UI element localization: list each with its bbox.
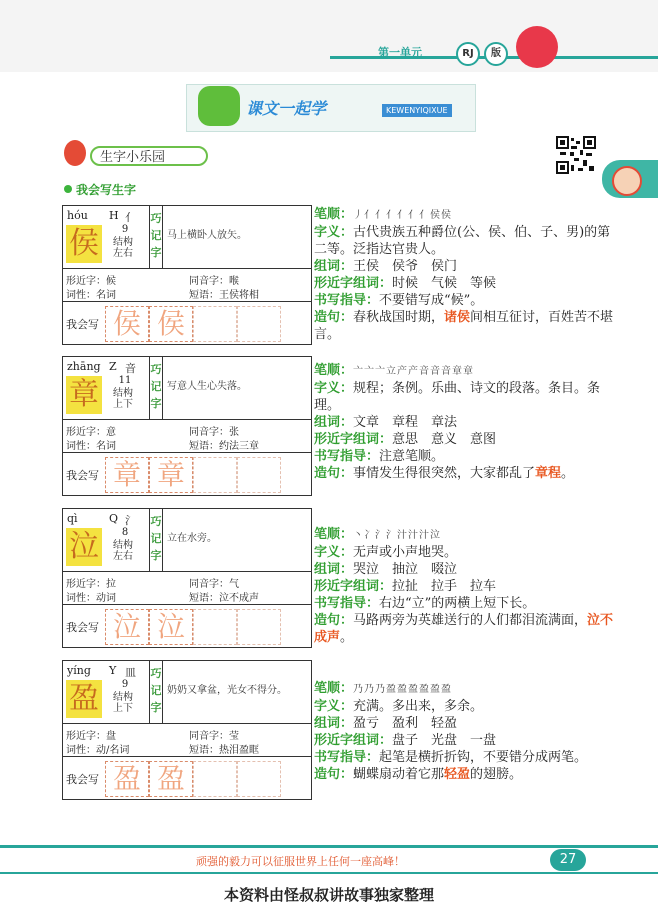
stroke-order-label: 笔顺： [314, 681, 354, 696]
similar-char [66, 727, 116, 742]
mnemonic-label: 巧记字 [149, 661, 163, 723]
stroke-order: 丿亻亻亻亻亻亻侯侯 [353, 210, 453, 221]
bullet-icon [64, 185, 72, 193]
homophone [189, 423, 239, 438]
pos-label: 词性： [66, 745, 96, 756]
writing-guide-label: 书写指导： [314, 596, 380, 611]
sentence-label: 造句： [314, 466, 354, 481]
meaning-label: 字义： [314, 699, 354, 714]
character-box: 泣 [66, 528, 102, 566]
practice-grid[interactable] [193, 609, 237, 645]
pos-label: 词性： [66, 593, 96, 604]
structure-label: 结构 [113, 540, 133, 551]
stroke-count: 8 [121, 527, 129, 538]
char-card [62, 205, 312, 345]
practice-box: 泣 [105, 609, 149, 645]
similar-words-label: 形近字组词： [314, 276, 393, 291]
structure-block [113, 692, 133, 714]
phrase-label: 短语： [189, 290, 219, 301]
structure-block [113, 237, 133, 259]
sentence-post: 间相互征讨，百姓苦不堪言。 [314, 310, 614, 342]
practice-box: 盈 [105, 761, 149, 797]
phrase-value: 约法三章 [219, 441, 259, 452]
pinyin: zhāng [67, 360, 101, 373]
capital-letter: H [109, 209, 119, 222]
practice-label: 我会写 [66, 469, 99, 482]
practice-box: 盈 [149, 761, 193, 797]
footer-divider [0, 872, 658, 874]
practice-label: 我会写 [66, 318, 99, 331]
char-card [62, 356, 312, 496]
credit-line: 本资料由怪叔叔讲故事独家整理 [223, 886, 434, 904]
mnemonic-label: 巧记字 [149, 357, 163, 419]
structure-value: 上下 [113, 399, 133, 410]
edition-badge-ban: 版 [484, 42, 508, 66]
pos-label: 词性： [66, 441, 96, 452]
stroke-count: 9 [121, 224, 129, 235]
homophone-label: 同音字： [189, 276, 229, 287]
meaning-text: 充满。多出来，多余。 [353, 699, 484, 714]
unit-label: 第一单元 [378, 46, 422, 59]
practice-grid[interactable] [237, 761, 281, 797]
part-of-speech [66, 286, 116, 301]
capital-letter: Y [109, 664, 117, 677]
meaning-label: 字义： [314, 225, 354, 240]
sentence-post: 。 [340, 630, 354, 645]
capital-letter: Z [109, 360, 117, 373]
pos-value: 动/名词 [96, 745, 130, 756]
meaning-label: 字义： [314, 545, 354, 560]
words-text: 王侯 侯爷 侯门 [353, 259, 458, 274]
structure-value: 上下 [113, 703, 133, 714]
practice-box: 章 [149, 457, 193, 493]
practice-grid[interactable] [237, 457, 281, 493]
char-notes [314, 526, 614, 646]
sentence-label: 造句： [314, 613, 354, 628]
capital-letter: Q [109, 512, 119, 525]
meaning-text: 无声或小声地哭。 [353, 545, 458, 560]
sentence-pre: 马路两旁为英雄送行的人们都泪流满面， [353, 613, 588, 628]
phrase-label: 短语： [189, 745, 219, 756]
sentence-highlight: 泣不成声 [314, 613, 614, 645]
practice-box: 章 [105, 457, 149, 493]
char-card [62, 508, 312, 648]
homophone [189, 272, 239, 287]
phrase [189, 286, 259, 301]
phrase [189, 589, 259, 604]
subsection-title: 我会写生字 [76, 183, 137, 197]
structure-label: 结构 [113, 692, 133, 703]
banner-subtitle: KEWENYIQIXUE [382, 104, 452, 117]
writing-guide-label: 书写指导： [314, 293, 380, 308]
character-box: 章 [66, 376, 102, 414]
practice-grid[interactable] [193, 761, 237, 797]
sentence-highlight: 章程 [535, 466, 562, 481]
radical: 亻 [125, 211, 136, 224]
similar-words-text: 时候 气候 等候 [392, 276, 497, 291]
radical: 音 [125, 362, 136, 375]
sentence-label: 造句： [314, 767, 354, 782]
stroke-order: 亠亠亠立产产音音音章章 [353, 366, 475, 377]
character-box: 侯 [66, 225, 102, 263]
sentence-highlight: 轻盈 [444, 767, 471, 782]
practice-grid[interactable] [193, 306, 237, 342]
practice-label: 我会写 [66, 621, 99, 634]
writing-guide-label: 书写指导： [314, 449, 380, 464]
practice-grid[interactable] [237, 306, 281, 342]
char-notes [314, 206, 614, 343]
char-notes [314, 680, 614, 783]
pinyin: hóu [67, 209, 88, 222]
meaning-text: 规程；条例。乐曲、诗文的段落。条目。条理。 [314, 381, 601, 413]
writing-guide-label: 书写指导： [314, 750, 380, 765]
structure-block [113, 540, 133, 562]
part-of-speech [66, 589, 116, 604]
phrase-value: 热泪盈眶 [219, 745, 259, 756]
similar-words-label: 形近字组词： [314, 432, 393, 447]
pos-label: 词性： [66, 290, 96, 301]
stroke-order-label: 笔顺： [314, 207, 354, 222]
radical: 氵 [125, 514, 136, 527]
homophone [189, 575, 239, 590]
stroke-order: 乃乃乃盈盈盈盈盈盈 [353, 684, 453, 695]
practice-box: 侯 [149, 306, 193, 342]
header-background [0, 0, 658, 72]
similar-words-text: 盘子 光盘 一盘 [392, 733, 497, 748]
similar-char [66, 575, 116, 590]
similar-words-label: 形近字组词： [314, 733, 393, 748]
sentence-post: 。 [561, 466, 575, 481]
sentence-post: 的翅膀。 [470, 767, 523, 782]
qr-code-icon[interactable] [556, 136, 596, 174]
homophone-label: 同音字： [189, 579, 229, 590]
part-of-speech [66, 741, 129, 756]
similar-char [66, 423, 116, 438]
similar-words-text: 意思 意义 意图 [392, 432, 497, 447]
mnemonic-text: 立在水旁。 [167, 533, 217, 544]
monster-mascot-icon [198, 86, 240, 126]
words-text: 文章 章程 章法 [353, 415, 458, 430]
mnemonic-label: 巧记字 [149, 509, 163, 571]
writing-guide-text: 起笔是横折折钩，不要错分成两笔。 [379, 750, 588, 765]
mnemonic-text: 奶奶又拿盆，光女不得分。 [167, 685, 287, 696]
similar-char [66, 272, 116, 287]
structure-value: 左右 [113, 248, 133, 259]
words-label: 组词： [314, 716, 354, 731]
stroke-order-label: 笔顺： [314, 527, 354, 542]
homophone-value: 莹 [229, 731, 239, 742]
mnemonic-label: 巧记字 [149, 206, 163, 268]
footer-divider [0, 845, 658, 848]
footer-motto: 顽强的毅力可以征服世界上任何一座高峰！ [196, 855, 405, 868]
meaning-label: 字义： [314, 381, 354, 396]
similar-value: 拉 [106, 579, 116, 590]
char-notes [314, 362, 614, 482]
pos-value: 名词 [96, 290, 116, 301]
structure-value: 左右 [113, 551, 133, 562]
homophone-value: 气 [229, 579, 239, 590]
phrase [189, 437, 259, 452]
mascot-icon [516, 26, 558, 68]
similar-words-text: 拉扯 拉手 拉车 [392, 579, 497, 594]
homophone-label: 同音字： [189, 427, 229, 438]
homophone-label: 同音字： [189, 731, 229, 742]
part-of-speech [66, 437, 116, 452]
pos-value: 名词 [96, 441, 116, 452]
pinyin: qì [67, 512, 78, 525]
similar-words-label: 形近字组词： [314, 579, 393, 594]
similar-label: 形近字： [66, 276, 106, 287]
banner-title: 课文一起学 [246, 99, 327, 118]
meaning-text: 古代贵族五种爵位(公、侯、伯、子、男)的第二等。泛指达官贵人。 [314, 225, 611, 257]
writing-guide-text: 右边“立”的两横上短下长。 [379, 596, 536, 611]
mnemonic-text: 写意人生心失落。 [167, 381, 247, 392]
structure-block [113, 388, 133, 410]
sentence-pre: 蝴蝶扇动着它那 [353, 767, 445, 782]
similar-value: 意 [106, 427, 116, 438]
practice-label: 我会写 [66, 773, 99, 786]
words-label: 组词： [314, 259, 354, 274]
similar-label: 形近字： [66, 579, 106, 590]
structure-label: 结构 [113, 388, 133, 399]
character-box: 盈 [66, 680, 102, 718]
char-card [62, 660, 312, 800]
similar-value: 盘 [106, 731, 116, 742]
mnemonic-text: 马上横卧人放矢。 [167, 230, 247, 241]
stroke-order: 丶冫氵氵汁汁汁泣 [353, 530, 442, 541]
practice-grid[interactable] [237, 609, 281, 645]
phrase-label: 短语： [189, 593, 219, 604]
similar-value: 候 [106, 276, 116, 287]
phrase-value: 泣不成声 [219, 593, 259, 604]
section-title: 生字小乐园 [90, 146, 208, 166]
homophone-value: 张 [229, 427, 239, 438]
writing-guide-text: 不要错写成“候”。 [379, 293, 484, 308]
homophone-value: 喉 [229, 276, 239, 287]
page-number: 27 [550, 849, 586, 871]
phrase [189, 741, 259, 756]
sentence-highlight: 诸侯 [444, 310, 471, 325]
words-label: 组词： [314, 415, 354, 430]
practice-grid[interactable] [193, 457, 237, 493]
apple-girl-icon [64, 140, 86, 166]
writing-guide-text: 注意笔顺。 [379, 449, 445, 464]
practice-box: 泣 [149, 609, 193, 645]
stroke-order-label: 笔顺： [314, 363, 354, 378]
phrase-label: 短语： [189, 441, 219, 452]
pinyin: yíng [67, 664, 91, 677]
practice-box: 侯 [105, 306, 149, 342]
stroke-count: 11 [118, 375, 132, 386]
sentence-label: 造句： [314, 310, 354, 325]
homophone [189, 727, 239, 742]
pos-value: 动词 [96, 593, 116, 604]
radical: 皿 [125, 666, 136, 679]
stroke-count: 9 [121, 679, 129, 690]
phrase-value: 王侯将相 [219, 290, 259, 301]
cartoon-face-icon [612, 166, 642, 196]
words-label: 组词： [314, 562, 354, 577]
sentence-pre: 春秋战国时期， [353, 310, 445, 325]
edition-badge-rj: RJ [456, 42, 480, 66]
words-text: 盈亏 盈利 轻盈 [353, 716, 458, 731]
similar-label: 形近字： [66, 427, 106, 438]
structure-label: 结构 [113, 237, 133, 248]
sentence-pre: 事情发生得很突然，大家都乱了 [353, 466, 536, 481]
words-text: 哭泣 抽泣 啜泣 [353, 562, 458, 577]
similar-label: 形近字： [66, 731, 106, 742]
